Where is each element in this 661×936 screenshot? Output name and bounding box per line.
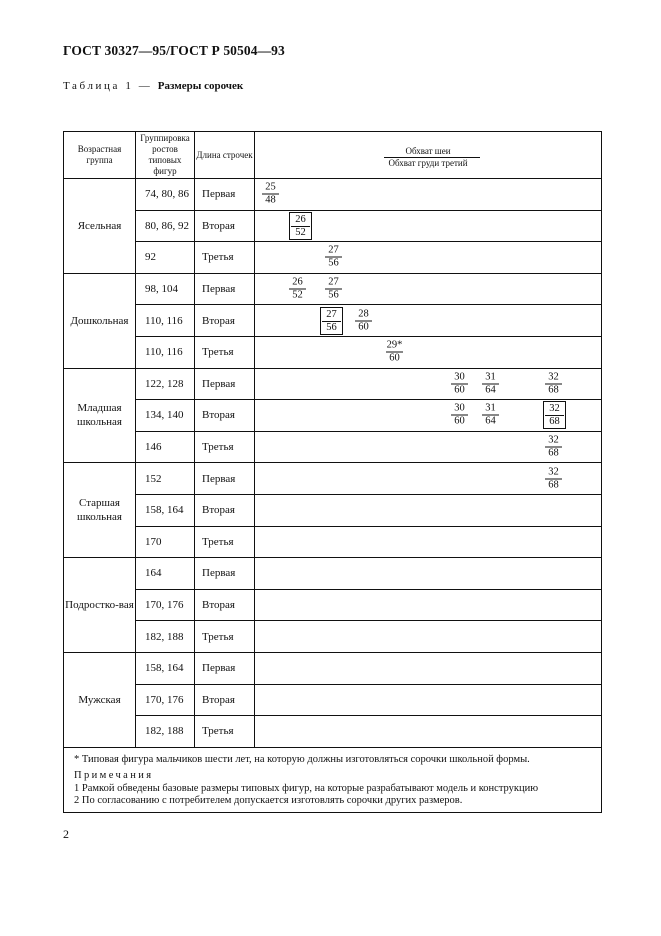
chest-girth-value: 48 bbox=[265, 194, 276, 206]
footnote: * Типовая фигура мальчиков шести лет, на которую должны изготовляться сорочки школьной формы. bbox=[74, 753, 530, 765]
age-group-cell: Дошкольная bbox=[64, 273, 136, 368]
chest-girth-value: 52 bbox=[295, 226, 306, 238]
sizes-cell bbox=[255, 558, 602, 590]
note-2: 2 По согласованию с потребителем допускается изготовлять сорочки других размеров. bbox=[74, 795, 463, 807]
neck-girth-value: 30 bbox=[451, 371, 468, 384]
base-size-fraction bbox=[320, 307, 343, 335]
heights-cell: 110, 116 bbox=[136, 305, 195, 337]
column-header-group: Возрастная группа bbox=[64, 132, 136, 179]
age-group-cell: Ясельная bbox=[64, 179, 136, 274]
neck-girth-value: 26 bbox=[289, 277, 306, 290]
size-fraction bbox=[451, 403, 468, 428]
table-row bbox=[64, 179, 602, 211]
sizes-cell bbox=[255, 368, 602, 400]
table-row bbox=[64, 242, 602, 274]
length-cell: Третья bbox=[195, 526, 255, 558]
size-fraction bbox=[325, 245, 342, 270]
caption-prefix: Таблица 1 — bbox=[63, 80, 158, 92]
table-row bbox=[64, 652, 602, 684]
base-size-fraction bbox=[289, 212, 312, 240]
size-fraction bbox=[451, 371, 468, 396]
chest-girth-value: 64 bbox=[485, 415, 496, 427]
chest-girth-value: 56 bbox=[328, 257, 339, 269]
table-row bbox=[64, 273, 602, 305]
sizes-cell bbox=[255, 652, 602, 684]
length-cell: Первая bbox=[195, 652, 255, 684]
heights-cell: 110, 116 bbox=[136, 336, 195, 368]
heights-cell: 146 bbox=[136, 431, 195, 463]
notes-cell bbox=[64, 747, 602, 812]
sizes-cell bbox=[255, 336, 602, 368]
size-fraction bbox=[545, 466, 562, 491]
notes-row bbox=[64, 747, 602, 812]
neck-girth-value: 27 bbox=[325, 245, 342, 258]
column-header-heights: Группировка ростов типовых фигур bbox=[136, 132, 195, 179]
caption-title: Размеры сорочек bbox=[157, 80, 244, 92]
table-row bbox=[64, 463, 602, 495]
sizes-header-denominator: Обхват груди третий bbox=[388, 158, 468, 168]
heights-cell: 92 bbox=[136, 242, 195, 274]
neck-girth-value: 29* bbox=[386, 339, 403, 351]
sizes-header-numerator: Обхват шеи bbox=[405, 146, 451, 156]
length-cell: Третья bbox=[195, 621, 255, 653]
heights-cell: 80, 86, 92 bbox=[136, 210, 195, 242]
sizes-cell bbox=[255, 242, 602, 274]
neck-girth-value: 28 bbox=[355, 308, 372, 321]
note-1: 1 Рамкой обведены базовые размеры типовых фигур, на которые разрабатывают модель и конструкцию bbox=[74, 782, 539, 794]
chest-girth-value: 68 bbox=[548, 479, 559, 491]
heights-cell: 74, 80, 86 bbox=[136, 179, 195, 211]
chest-girth-value: 68 bbox=[549, 416, 560, 428]
sizes-cell bbox=[255, 273, 602, 305]
page-number: 2 bbox=[63, 827, 69, 841]
age-group-cell: Старшая школьная bbox=[64, 463, 136, 558]
table-row bbox=[64, 716, 602, 748]
sizes-table bbox=[63, 131, 602, 813]
heights-cell: 152 bbox=[136, 463, 195, 495]
neck-girth-value: 27 bbox=[322, 309, 341, 322]
length-cell: Первая bbox=[195, 368, 255, 400]
notes-title: Примечания bbox=[74, 770, 154, 782]
chest-girth-value: 60 bbox=[389, 352, 400, 364]
heights-cell: 170 bbox=[136, 526, 195, 558]
length-cell: Вторая bbox=[195, 589, 255, 621]
table-header-row bbox=[64, 132, 602, 179]
neck-girth-value: 32 bbox=[545, 403, 564, 416]
size-fraction bbox=[545, 371, 562, 396]
age-group-cell: Мужская bbox=[64, 652, 136, 747]
length-cell: Первая bbox=[195, 463, 255, 495]
heights-cell: 122, 128 bbox=[136, 368, 195, 400]
table-body bbox=[64, 179, 602, 748]
table-row bbox=[64, 621, 602, 653]
heights-cell: 98, 104 bbox=[136, 273, 195, 305]
sizes-cell bbox=[255, 684, 602, 716]
column-header-length: Длина строчек bbox=[195, 132, 255, 179]
neck-girth-value: 25 bbox=[262, 182, 279, 195]
length-cell: Вторая bbox=[195, 210, 255, 242]
sizes-cell bbox=[255, 716, 602, 748]
age-group-cell: Подростко-вая bbox=[64, 558, 136, 653]
size-fraction bbox=[262, 182, 279, 207]
length-cell: Третья bbox=[195, 716, 255, 748]
chest-girth-value: 68 bbox=[548, 384, 559, 396]
heights-cell: 164 bbox=[136, 558, 195, 590]
neck-girth-value: 31 bbox=[482, 403, 499, 416]
size-fraction bbox=[355, 308, 372, 333]
sizes-cell bbox=[255, 494, 602, 526]
sizes-cell bbox=[255, 431, 602, 463]
neck-girth-value: 31 bbox=[482, 371, 499, 384]
length-cell: Третья bbox=[195, 431, 255, 463]
age-group-cell: Младшая школьная bbox=[64, 368, 136, 463]
heights-cell: 134, 140 bbox=[136, 400, 195, 432]
neck-girth-value: 32 bbox=[545, 435, 562, 448]
size-fraction bbox=[289, 277, 306, 302]
sizes-cell bbox=[255, 526, 602, 558]
sizes-cell bbox=[255, 463, 602, 495]
length-cell: Третья bbox=[195, 242, 255, 274]
table-row bbox=[64, 210, 602, 242]
chest-girth-value: 64 bbox=[485, 384, 496, 396]
length-cell: Вторая bbox=[195, 494, 255, 526]
sizes-cell bbox=[255, 179, 602, 211]
heights-cell: 182, 188 bbox=[136, 621, 195, 653]
base-size-fraction bbox=[543, 401, 566, 429]
neck-girth-value: 30 bbox=[451, 403, 468, 416]
heights-cell: 182, 188 bbox=[136, 716, 195, 748]
sizes-cell bbox=[255, 305, 602, 337]
column-header-sizes bbox=[255, 132, 602, 179]
length-cell: Вторая bbox=[195, 684, 255, 716]
chest-girth-value: 60 bbox=[454, 384, 465, 396]
neck-girth-value: 27 bbox=[325, 277, 342, 290]
heights-cell: 170, 176 bbox=[136, 589, 195, 621]
sizes-cell bbox=[255, 400, 602, 432]
chest-girth-value: 60 bbox=[454, 415, 465, 427]
length-cell: Первая bbox=[195, 558, 255, 590]
table-row bbox=[64, 336, 602, 368]
neck-girth-value: 32 bbox=[545, 466, 562, 479]
chest-girth-value: 56 bbox=[328, 289, 339, 301]
length-cell: Вторая bbox=[195, 400, 255, 432]
table-row bbox=[64, 558, 602, 590]
table-row bbox=[64, 305, 602, 337]
sizes-cell bbox=[255, 589, 602, 621]
heights-cell: 158, 164 bbox=[136, 652, 195, 684]
sizes-cell bbox=[255, 621, 602, 653]
size-fraction bbox=[482, 371, 499, 396]
size-fraction bbox=[482, 403, 499, 428]
size-fraction bbox=[325, 277, 342, 302]
neck-girth-value: 32 bbox=[545, 371, 562, 384]
sizes-cell bbox=[255, 210, 602, 242]
chest-girth-value: 68 bbox=[548, 447, 559, 459]
length-cell: Первая bbox=[195, 179, 255, 211]
chest-girth-value: 52 bbox=[292, 289, 303, 301]
table-caption bbox=[63, 80, 243, 92]
table-row bbox=[64, 494, 602, 526]
table-row bbox=[64, 526, 602, 558]
table-row bbox=[64, 400, 602, 432]
table-row bbox=[64, 684, 602, 716]
table-row bbox=[64, 431, 602, 463]
table-row bbox=[64, 368, 602, 400]
neck-girth-value: 26 bbox=[291, 214, 310, 227]
length-cell: Третья bbox=[195, 336, 255, 368]
table-row bbox=[64, 589, 602, 621]
heights-cell: 158, 164 bbox=[136, 494, 195, 526]
size-fraction bbox=[545, 435, 562, 460]
length-cell: Вторая bbox=[195, 305, 255, 337]
heights-cell: 170, 176 bbox=[136, 684, 195, 716]
document-header: ГОСТ 30327—95/ГОСТ Р 50504—93 bbox=[63, 43, 285, 58]
chest-girth-value: 56 bbox=[326, 321, 337, 333]
size-fraction bbox=[386, 340, 403, 365]
chest-girth-value: 60 bbox=[358, 321, 369, 333]
length-cell: Первая bbox=[195, 273, 255, 305]
